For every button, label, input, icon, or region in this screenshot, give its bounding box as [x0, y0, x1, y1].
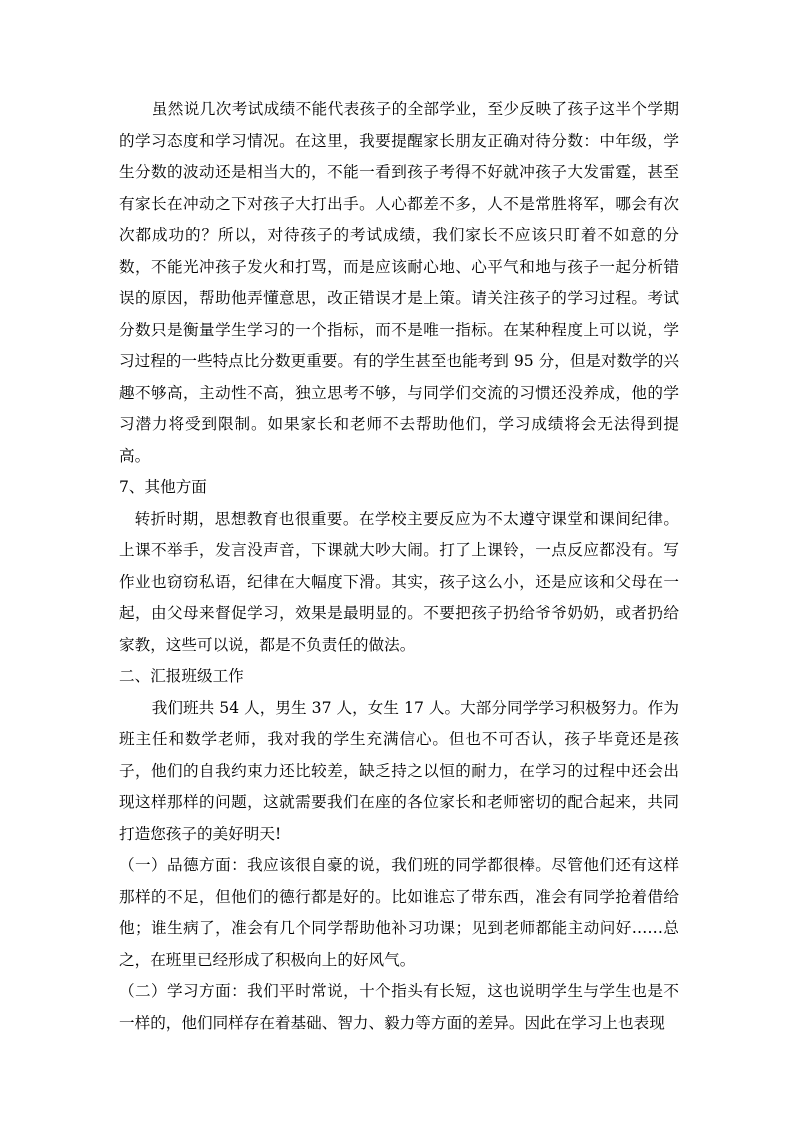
section-heading-other-aspects: 7、其他方面	[119, 478, 207, 496]
section-heading-class-report: 二、汇报班级工作	[119, 667, 244, 685]
paragraph-class-overview: 我们班共 54 人，男生 37 人，女生 17 人。大部分同学学习积极努力。作为班主任和数学老师，我对我的学生充满信心。但也不可否认，孩子毕竟还是孩子，他们的自我约束力还比较差，缺乏持之以恒的耐力，在学习的过程中还会出现这样那样的问题，这就需要我们在座的各位家长和老师密切的配合起来，共同打造您孩子的美好明天!	[119, 698, 679, 843]
document-body	[119, 94, 679, 1039]
paragraph-study-aspect: （二）学习方面：我们平时常说，十个指头有长短，这也说明学生与学生也是不一样的，他们同样存在着基础、智力、毅力等方面的差异。因此在学习上也表现	[119, 982, 679, 1032]
paragraph-moral-aspect: （一）品德方面：我应该很自豪的说，我们班的同学都很棒。尽管他们还有这样那样的不足，但他们的德行都是好的。比如谁忘了带东西，准会有同学抢着借给他；谁生病了，准会有几个同学帮助他补习功课；见到老师都能主动问好……总之，在班里已经形成了积极向上的好风气。	[119, 856, 679, 969]
paragraph-ideological-education: 转折时期，思想教育也很重要。在学校主要反应为不太遵守课堂和课间纪律。上课不举手，发言没声音，下课就大吵大闹。打了上课铃，一点反应都没有。写作业也窃窃私语，纪律在大幅度下滑。其实，孩子这么小，还是应该和父母在一起，由父母来督促学习，效果是最明显的。不要把孩子扔给爷爷奶奶，或者扔给家教，这些可以说，都是不负责任的做法。	[119, 509, 679, 654]
paragraph-exam-scores: 虽然说几次考试成绩不能代表孩子的全部学业，至少反映了孩子这半个学期的学习态度和学习情况。在这里，我要提醒家长朋友正确对待分数：中年级，学生分数的波动还是相当大的，不能一看到孩子考得不好就冲孩子大发雷霆，甚至有家长在冲动之下对孩子大打出手。人心都差不多，人不是常胜将军，哪会有次次都成功的？所以，对待孩子的考试成绩，我们家长不应该只盯着不如意的分数，不能光冲孩子发火和打骂，而是应该耐心地、心平气和地与孩子一起分析错误的原因，帮助他弄懂意思，改正错误才是上策。请关注孩子的学习过程。考试分数只是衡量学生学习的一个指标，而不是唯一指标。在某种程度上可以说，学习过程的一些特点比分数更重要。有的学生甚至也能考到 95 分，但是对数学的兴趣不够高，主动性不高，独立思考不够，与同学们交流的习惯还没养成，他的学习潜力将受到限制。如果家长和老师不去帮助他们，学习成绩将会无法得到提高。	[119, 100, 679, 465]
